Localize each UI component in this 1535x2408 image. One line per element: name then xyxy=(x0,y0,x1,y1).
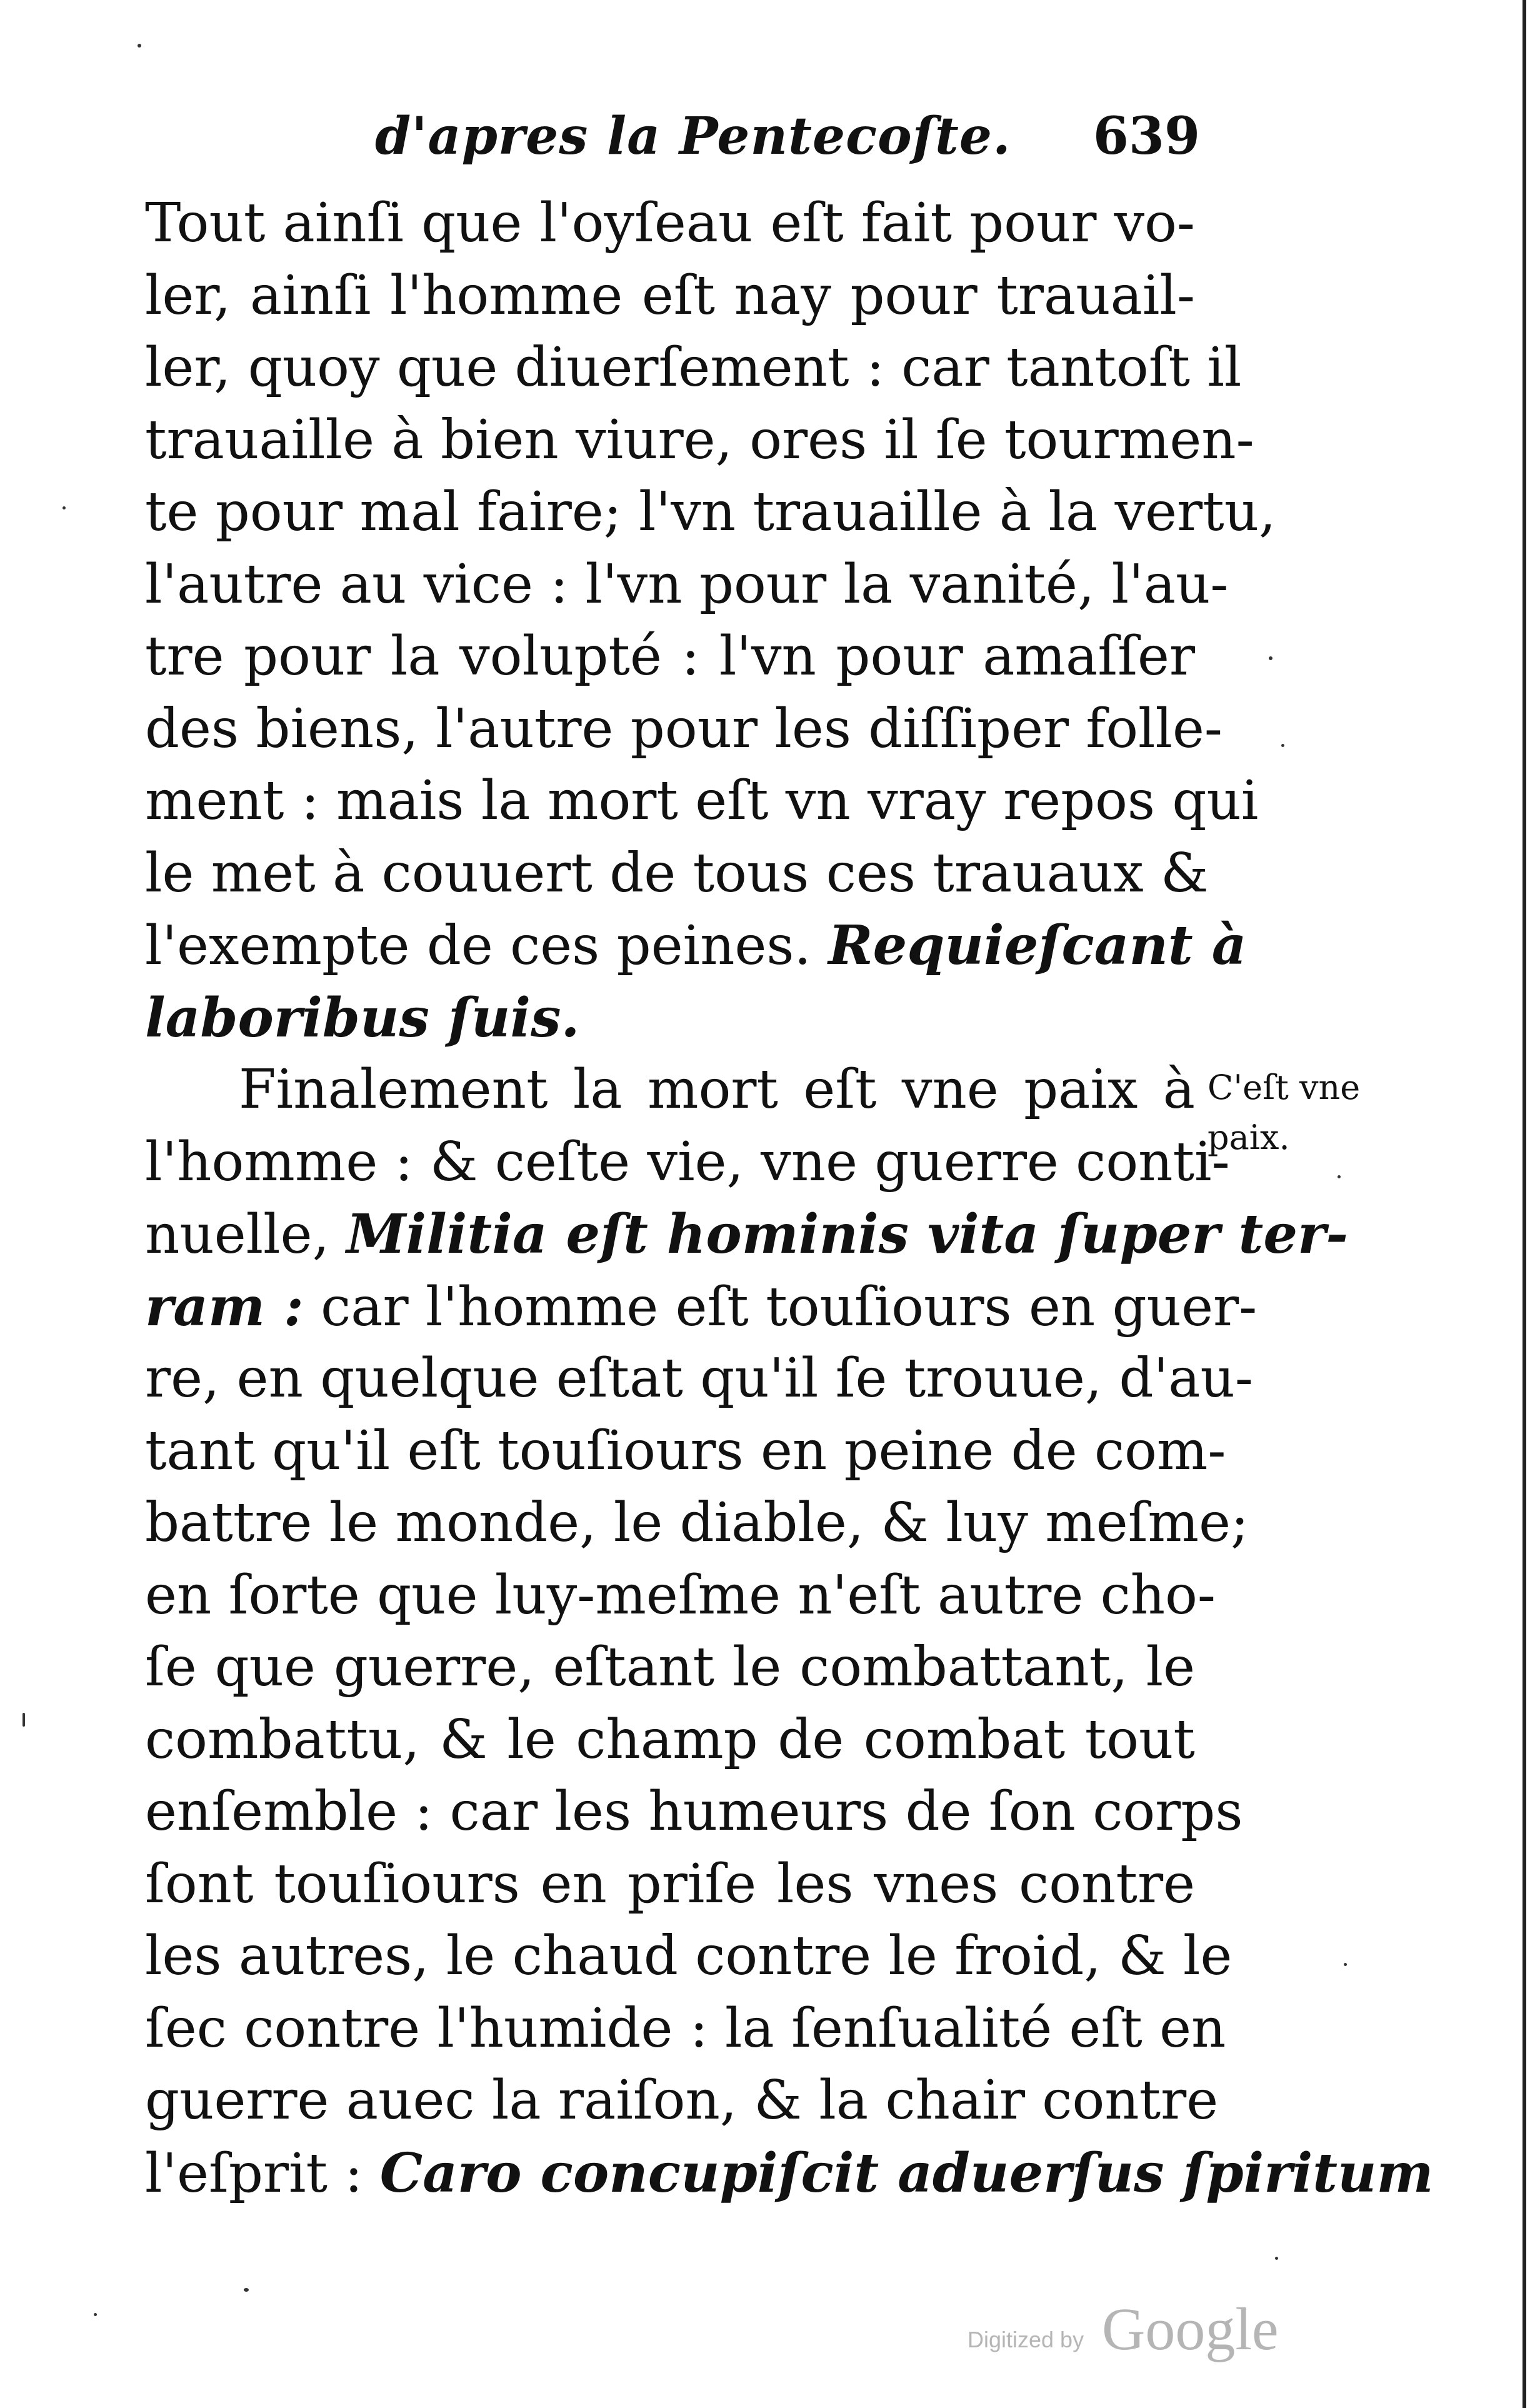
ink-speck xyxy=(94,2313,97,2316)
latin-quote: ram : xyxy=(145,1275,304,1338)
text-line: ſe que guerre, eſtant le combattant, le xyxy=(145,1636,1195,1698)
text-line: ſont touſiours en priſe les vnes contre xyxy=(145,1852,1195,1915)
latin-quote: Militia eſt hominis vita ſuper ter- xyxy=(346,1203,1349,1266)
text-segment: l'eſprit : xyxy=(145,2142,363,2205)
text-line: le met à couuert de tous ces trauaux & xyxy=(145,841,1209,905)
ink-speck xyxy=(1344,1963,1347,1966)
ink-speck xyxy=(138,44,141,48)
text-segment: l'exempte de ces peines. xyxy=(145,915,811,977)
text-line: tant qu'il eſt touſiours en peine de com- xyxy=(145,1419,1226,1482)
latin-quote: Requieſcant à xyxy=(828,914,1247,977)
text-line: tre pour la volupté : l'vn pour amaſſer xyxy=(145,625,1195,688)
text-segment: car l'homme eſt touſiours en guer- xyxy=(321,1275,1258,1338)
paragraph-start-line: Finalement la mort eſt vne paix à xyxy=(239,1058,1195,1121)
running-title: d'apres la Pentecoſte. xyxy=(375,106,1011,166)
text-line: en ſorte que luy-meſme n'eſt autre cho- xyxy=(145,1563,1216,1627)
ink-speck xyxy=(62,506,66,509)
text-line: les autres, le chaud contre le froid, & le xyxy=(145,1925,1232,1987)
text-line: l'autre au vice : l'vn pour la vanité, l'au- xyxy=(145,553,1229,616)
text-line: combattu, & le champ de combat tout xyxy=(145,1708,1195,1771)
ink-speck xyxy=(1338,1175,1341,1178)
latin-quote-line: laboribus ſuis. xyxy=(145,986,580,1050)
ink-speck xyxy=(1275,2257,1278,2260)
margin-note-line: C'eſt vne xyxy=(1208,1068,1361,1107)
text-line: re, en quelque eſtat qu'il ſe trouue, d'au- xyxy=(145,1347,1253,1410)
text-line: l'homme : & ceſte vie, vne guerre conti- xyxy=(145,1130,1230,1193)
text-line: te pour mal faire; l'vn trauaille à la vertu, xyxy=(145,481,1276,543)
text-line: Tout ainſi que l'oyſeau eſt fait pour vo- xyxy=(145,192,1195,254)
digitization-watermark xyxy=(968,2294,1292,2369)
text-line xyxy=(145,1271,1258,1343)
ink-speck xyxy=(1269,656,1272,660)
margin-note-line: paix. xyxy=(1208,1118,1290,1157)
ink-speck xyxy=(1281,744,1284,747)
ink-speck xyxy=(244,2288,249,2292)
google-logo: Google xyxy=(1102,2295,1279,2362)
text-line: enſemble : car les humeurs de ſon corps xyxy=(145,1780,1243,1843)
text-segment: nuelle, xyxy=(145,1203,329,1266)
ink-speck xyxy=(22,1713,25,1727)
page-edge xyxy=(1522,0,1526,2408)
text-line xyxy=(145,1198,1349,1271)
page-header xyxy=(375,94,1200,175)
text-line: ler, quoy que diuerſement : car tantoſt il xyxy=(145,336,1242,399)
text-line: ſec contre l'humide : la ſenſualité eſt en xyxy=(145,1997,1226,2060)
text-line: ler, ainſi l'homme eſt nay pour trauail- xyxy=(145,264,1195,327)
text-line: guerre auec la raiſon, & la chair contre xyxy=(145,2069,1219,2132)
margin-note xyxy=(1208,1063,1370,1163)
latin-quote: Caro concupiſcit aduerſus ſpiritum xyxy=(379,2141,1434,2205)
text-line: trauaille à bien viure, ores il ſe tourmen- xyxy=(145,408,1254,471)
text-line xyxy=(145,2137,1434,2210)
watermark-prefix: Digitized by xyxy=(968,2327,1084,2352)
text-line xyxy=(145,910,1247,982)
text-line: ment : mais la mort eſt vn vray repos qui xyxy=(145,770,1259,832)
text-line: des biens, l'autre pour les diſſiper folle- xyxy=(145,697,1222,760)
text-line: battre le monde, le diable, & luy meſme; xyxy=(145,1492,1249,1554)
page-number: 639 xyxy=(1092,106,1200,166)
